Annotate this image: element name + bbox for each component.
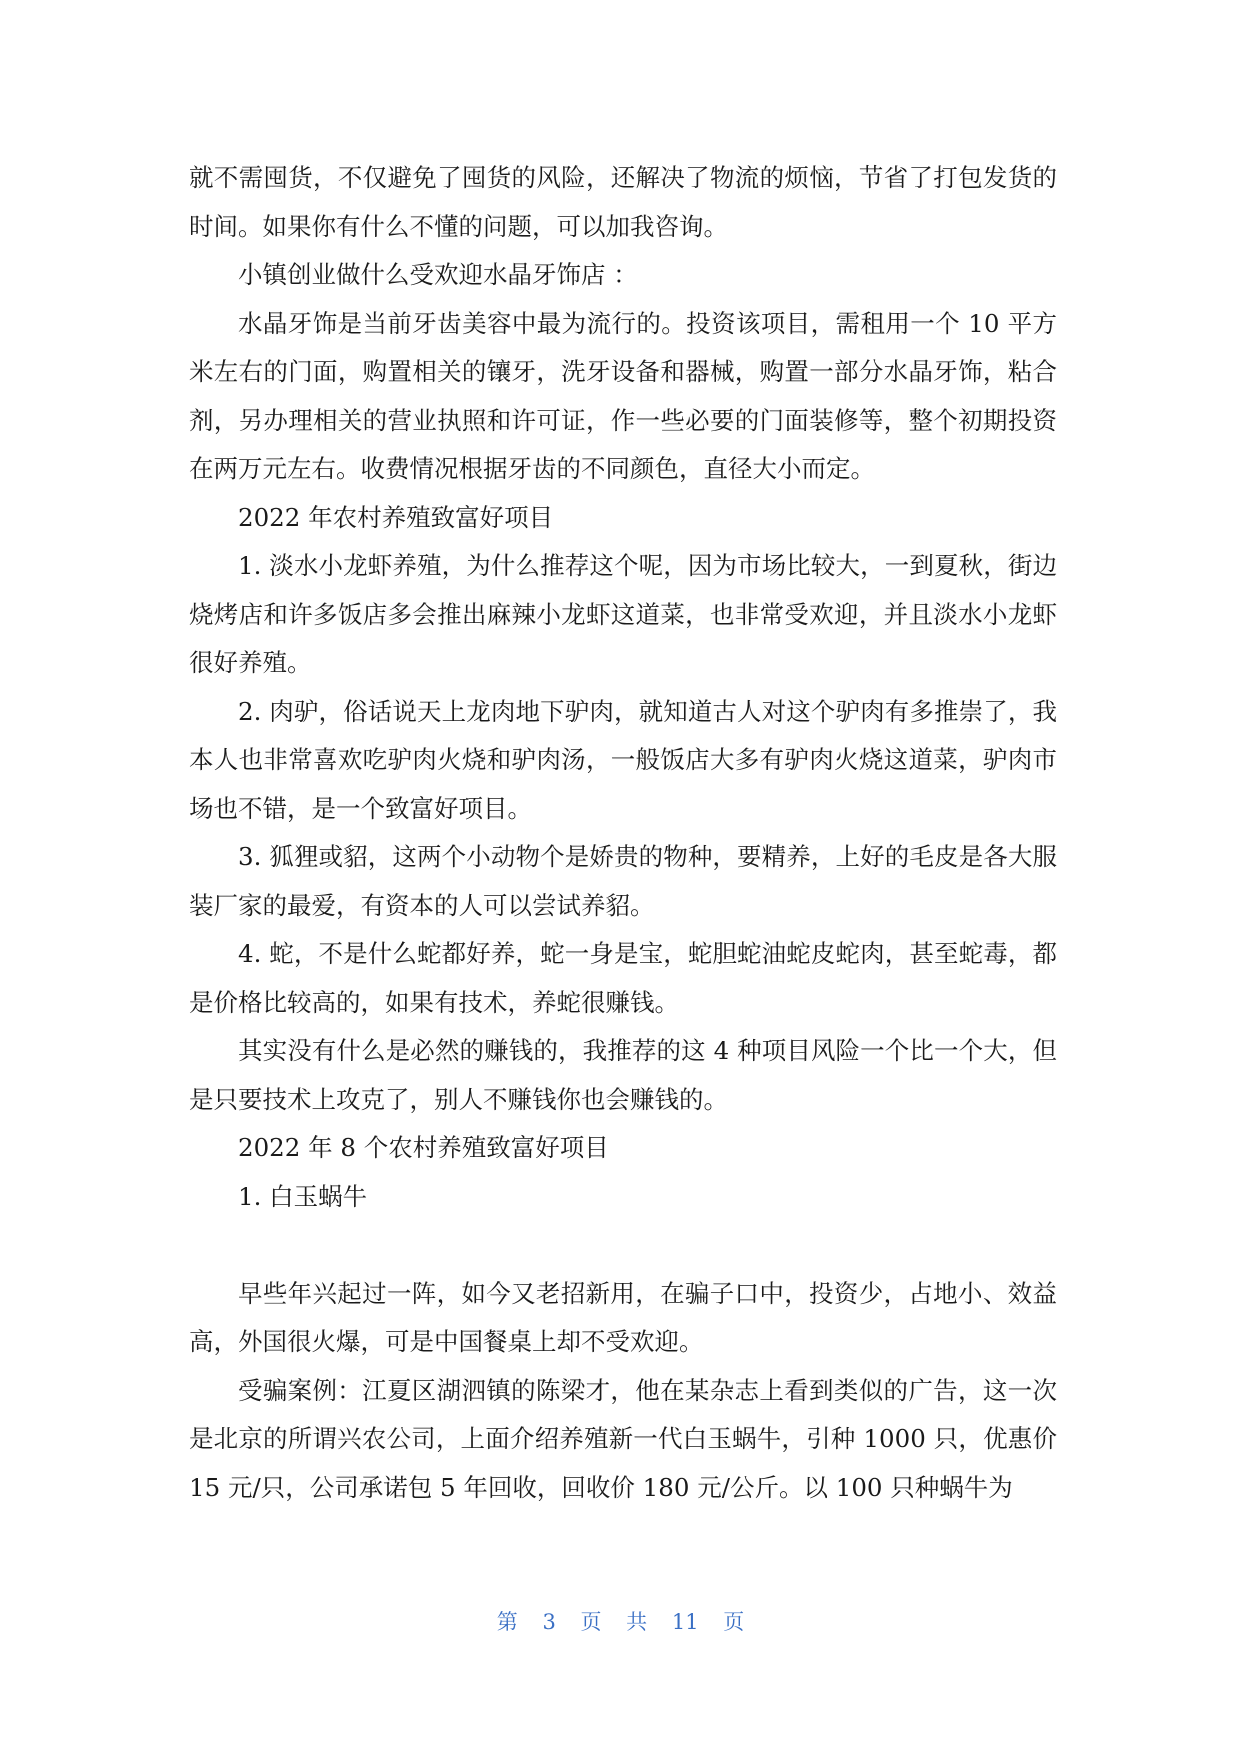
list-item: 4. 蛇，不是什么蛇都好养，蛇一身是宝，蛇胆蛇油蛇皮蛇肉，甚至蛇毒，都是价格比较高的，如果有技术，养蛇很赚钱。	[189, 939, 1057, 1017]
paragraph: 受骗案例：江夏区湖泗镇的陈梁才，他在某杂志上看到类似的广告，这一次是北京的所谓兴农公司，上面介绍养殖新一代白玉蜗牛，引种 1000 只，优惠价 15 元/只，公司承诺包 5 年回收，回收价 180 元/公斤。以 100 只种蜗牛为	[189, 1375, 1057, 1502]
section-heading: 2022 年 8 个农村养殖致富好项目	[238, 1133, 609, 1162]
list-item: 1. 白玉蜗牛	[238, 1181, 368, 1211]
body-text	[189, 154, 1057, 1512]
page-number-footer: 第 3 页 共 11 页	[496, 1610, 745, 1634]
paragraph: 其实没有什么是必然的赚钱的，我推荐的这 4 种项目风险一个比一个大，但是只要技术上攻克了，别人不赚钱你也会赚钱的。	[189, 1036, 1057, 1114]
list-item: 2. 肉驴，俗话说天上龙肉地下驴肉，就知道古人对这个驴肉有多推崇了，我本人也非常喜欢吃驴肉火烧和驴肉汤，一般饭店大多有驴肉火烧这道菜，驴肉市场也不错，是一个致富好项目。	[189, 696, 1057, 823]
paragraph: 就不需囤货，不仅避免了囤货的风险，还解决了物流的烦恼，节省了打包发货的时间。如果你有什么不懂的问题，可以加我咨询。	[189, 163, 1057, 241]
list-item: 3. 狐狸或貂，这两个小动物个是娇贵的物种，要精养，上好的毛皮是各大服装厂家的最爱，有资本的人可以尝试养貂。	[189, 842, 1057, 920]
list-item: 1. 淡水小龙虾养殖，为什么推荐这个呢，因为市场比较大，一到夏秋，街边烧烤店和许多饭店多会推出麻辣小龙虾这道菜，也非常受欢迎，并且淡水小龙虾很好养殖。	[189, 551, 1057, 677]
section-heading: 2022 年农村养殖致富好项目	[238, 502, 554, 532]
paragraph: 早些年兴起过一阵，如今又老招新用，在骗子口中，投资少，占地小、效益高，外国很火爆，可是中国餐桌上却不受欢迎。	[189, 1278, 1057, 1356]
paragraph: 水晶牙饰是当前牙齿美容中最为流行的。投资该项目，需租用一个 10 平方米左右的门面，购置相关的镶牙，洗牙设备和器械，购置一部分水晶牙饰，粘合剂，另办理相关的营业执照和许可证，作一些必要的门面装修等，整个初期投资在两万元左右。收费情况根据牙齿的不同颜色，直径大小而定。	[189, 308, 1057, 483]
paragraph: 小镇创业做什么受欢迎水晶牙饰店 ：	[238, 260, 638, 289]
